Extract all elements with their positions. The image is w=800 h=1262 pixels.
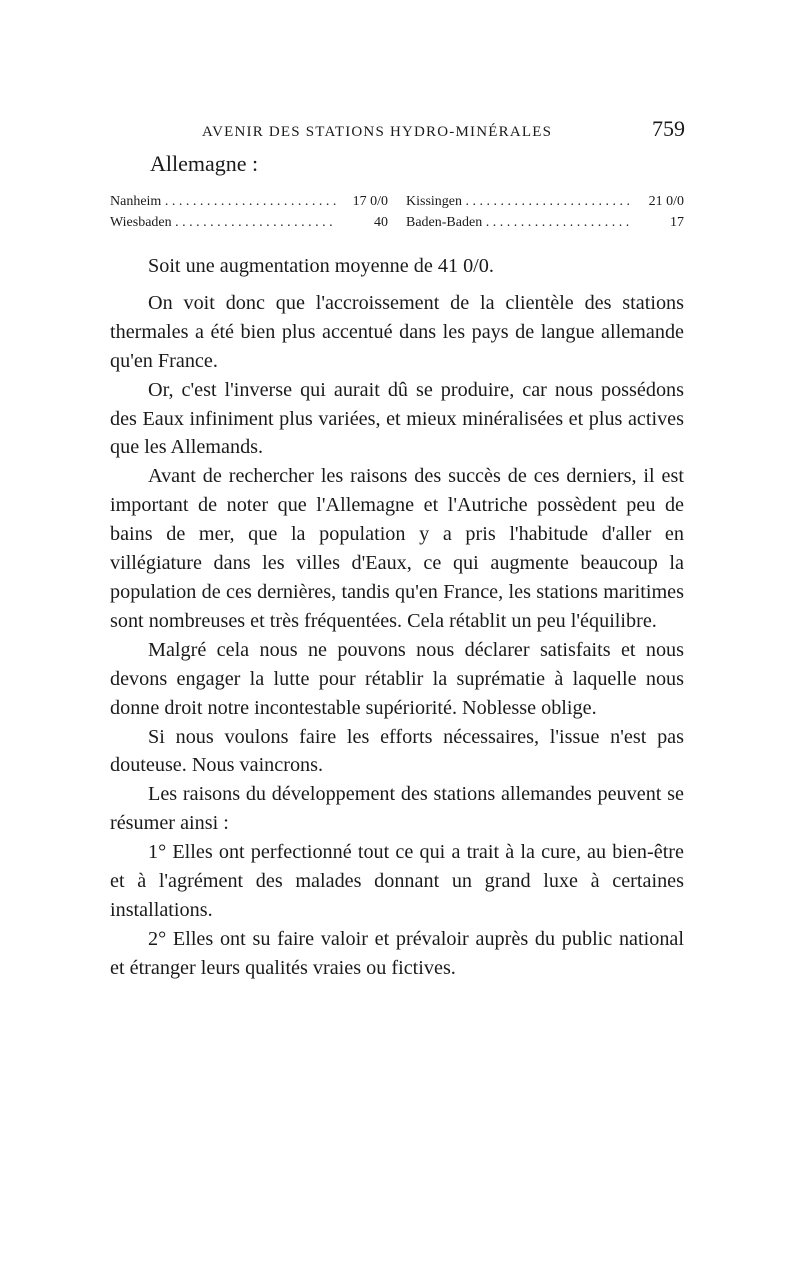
stats-row [110, 191, 684, 212]
page-number: 759 [652, 116, 685, 141]
paragraph: Avant de rechercher les raisons des succès de ces derniers, il est important de noter que l'Allemagne et l'Autriche possèdent peu de bains de mer, que la population y a pris l'habitude d'aller en villégiature dans les villes d'Eaux, ce qui augmente beaucoup la population de ces dernières, tandis qu'en France, les stations maritimes sont nombreuses et très fréquentées. Cela rétablit un peu l'équilibre. [110, 465, 684, 632]
station-name: Baden-Baden . . . [406, 212, 632, 233]
station-value: 21 0/0 [648, 194, 684, 209]
stats-cell-right [406, 212, 684, 233]
station-value: 40 [374, 215, 388, 230]
paragraph: 2° Elles ont su faire valoir et prévaloir auprès du public national et étranger leurs qualités vraies ou fictives. [110, 927, 684, 979]
paragraph: Malgré cela nous ne pouvons nous déclarer satisfaits et nous devons engager la lutte pour rétablir la suprématie à laquelle nous donne droit notre incontestable supériorité. Noblesse oblige. [110, 638, 684, 719]
station-name: Kissingen . . . [406, 191, 632, 212]
station-name: Nanheim . . . [110, 191, 336, 212]
paragraph: Les raisons du développement des stations allemandes peuvent se résumer ainsi : [110, 783, 684, 835]
paragraph: 1° Elles ont perfectionné tout ce qui a trait à la cure, au bien-être et à l'agrément des malades donnant un grand luxe à certaines installations. [110, 841, 684, 921]
page-header [110, 116, 685, 142]
station-value: 17 0/0 [352, 194, 388, 209]
stats-cell-left [110, 191, 388, 212]
section-country: Allemagne : [150, 151, 259, 176]
body-text [110, 252, 684, 983]
paragraph: Si nous voulons faire les efforts nécessaires, l'issue n'est pas douteuse. Nous vaincrons. [110, 725, 684, 777]
stats-row [110, 212, 684, 233]
paragraph: Soit une augmentation moyenne de 41 0/0. [148, 255, 494, 277]
stats-cell-right [406, 191, 684, 212]
stats-cell-left [110, 212, 388, 233]
station-value: 17 [670, 215, 684, 230]
paragraph: Or, c'est l'inverse qui aurait dû se produire, car nous possédons des Eaux infiniment plus variées, et mieux minéralisées et plus actives que les Allemands. [110, 378, 684, 459]
running-title: AVENIR DES STATIONS HYDRO-MINÉRALES [202, 124, 553, 140]
stations-stats-table [110, 191, 684, 233]
paragraph: On voit donc que l'accroissement de la clientèle des stations thermales a été bien plus accentué dans les pays de langue allemande qu'en France. [110, 291, 684, 372]
station-name: Wiesbaden . . . [110, 212, 336, 233]
